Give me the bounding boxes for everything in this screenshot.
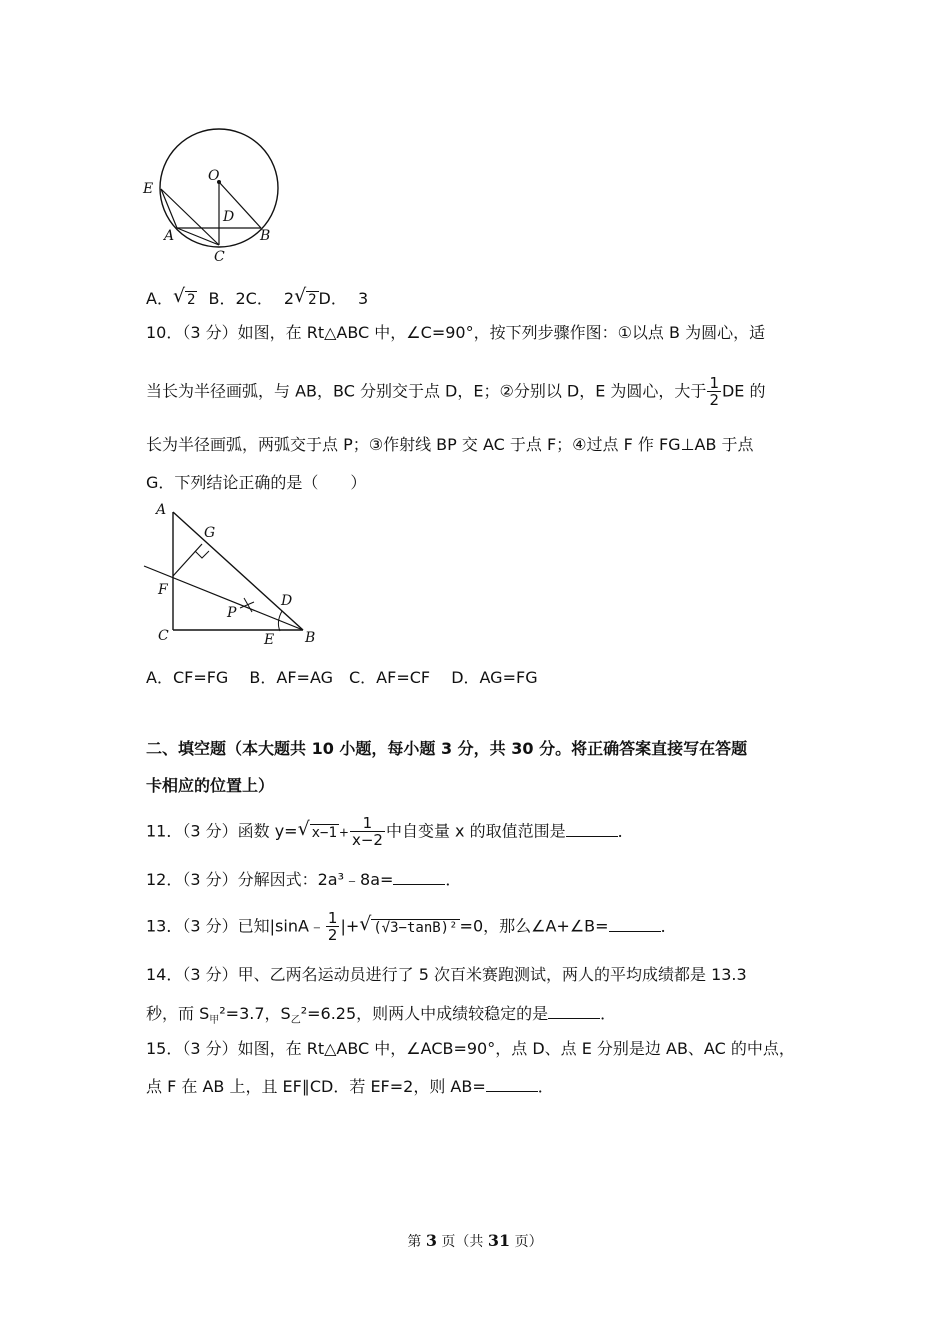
q11-fraction	[350, 816, 385, 848]
q9-option-a-sqrt	[175, 289, 197, 308]
side-ab	[173, 512, 303, 630]
q15-answer-blank[interactable]	[486, 1077, 538, 1092]
q10-triangle-figure	[140, 500, 330, 648]
section-2-heading-line-1: 二、填空题（本大题共 10 小题，每小题 3 分，共 30 分。将正确答案直接写在答题	[146, 739, 748, 758]
q10-line-2b: DE 的	[721, 381, 766, 401]
frac-denominator: x−2	[351, 831, 383, 849]
q13-fraction	[326, 911, 340, 943]
label-g: G	[204, 525, 216, 541]
q11-sqrt	[300, 822, 339, 841]
footer-page-number: 3	[425, 1231, 437, 1250]
frac-denominator: 2	[327, 926, 338, 944]
label-d: D	[281, 593, 293, 609]
q13-radicand: (√3−tanB)²	[373, 919, 458, 936]
q14-line-2-suffix: ²=6.25，则两人中成绩较稳定的是	[300, 1004, 549, 1023]
frac-numerator: 1	[350, 816, 385, 832]
q13-sqrt	[361, 917, 459, 936]
q9-options	[146, 286, 368, 309]
q13-end: ．	[660, 916, 677, 936]
label-d: D	[223, 209, 235, 225]
q15-line-2-text: 点 F 在 AB 上，且 EF∥CD．若 EF=2，则 AB=	[146, 1077, 486, 1096]
q9-option-c-coef: 2	[283, 289, 295, 308]
frac-denominator: 2	[709, 391, 719, 409]
q10-fraction-half	[707, 376, 721, 408]
q11-radicand: x−1	[311, 824, 337, 841]
q12	[146, 867, 461, 890]
q15-line-1: 15．（3 分）如图，在 Rt△ABC 中，∠ACB=90°，点 D、点 E 分别是边 AB、AC 的中点，	[146, 1039, 795, 1058]
q9-option-a-radicand: 2	[186, 292, 196, 308]
q10-line-3: 长为半径画弧，两弧交于点 P；③作射线 BP 交 AC 于点 F；④过点 F 作 FG⊥AB 于点	[146, 435, 754, 454]
segment-fg	[173, 544, 202, 576]
q11-prefix: 11．（3 分）函数 y=	[146, 821, 298, 841]
q14-mid: ²=3.7，S	[219, 1004, 291, 1023]
q9-option-d-label: D．	[318, 289, 347, 308]
q14-line-1: 14．（3 分）甲、乙两名运动员进行了 5 次百米赛跑测试，两人的平均成绩都是 13.3	[146, 965, 747, 984]
footer-prefix: 第	[407, 1234, 426, 1250]
q11-suffix: 中自变量 x 的取值范围是	[385, 821, 566, 841]
label-a: A	[156, 502, 167, 518]
label-a: A	[164, 228, 175, 244]
q10-line-4: G．下列结论正确的是（ ）	[146, 473, 367, 492]
q10-line-2a: 当长为半径画弧，与 AB，BC 分别交于点 D，E；②分别以 D，E 为圆心，大于	[146, 381, 707, 401]
q9-option-d-value: 3	[357, 289, 369, 308]
q14-end: ．	[600, 1004, 617, 1023]
q14-line-2-prefix: 秒，而 S	[146, 1004, 210, 1023]
footer-mid: 页（共	[436, 1234, 488, 1250]
q10-line-2	[146, 376, 766, 408]
footer-total-pages: 31	[487, 1231, 511, 1250]
q13-answer-blank[interactable]	[609, 917, 661, 932]
q14-answer-blank[interactable]	[548, 1004, 600, 1019]
frac-numerator: 1	[327, 909, 338, 927]
page-footer	[0, 1231, 950, 1251]
q13	[146, 911, 677, 943]
q9-option-b-label: B．2C．	[208, 289, 273, 308]
q14-sub-yi: 乙	[290, 1015, 301, 1027]
q11-answer-blank[interactable]	[566, 822, 618, 837]
q10-line-1: 10．（3 分）如图，在 Rt△ABC 中，∠C=90°，按下列步骤作图：①以点 B 为圆心，适	[146, 323, 766, 342]
q15-end: ．	[537, 1077, 554, 1096]
label-p: P	[227, 605, 237, 621]
ray-bp	[144, 566, 303, 630]
q11-plus: +	[338, 825, 349, 840]
q9-option-c-sqrt	[296, 289, 318, 308]
label-c: C	[158, 628, 169, 644]
q13-abs-open: |sinA﹣	[269, 916, 325, 936]
q11-end: ．	[617, 821, 634, 841]
q10-options: A．CF=FG B．AF=AG C．AF=CF D．AG=FG	[146, 668, 538, 687]
frac-numerator: 1	[709, 374, 719, 392]
q9-option-a-label: A．	[146, 289, 173, 308]
q14-sub-jia: 甲	[209, 1015, 220, 1027]
q9-option-c-radicand: 2	[308, 292, 317, 308]
label-b: B	[305, 630, 316, 646]
q9-circle-figure	[140, 118, 290, 266]
label-c: C	[214, 249, 225, 265]
section-2-heading-line-2: 卡相应的位置上）	[146, 776, 275, 795]
footer-suffix: 页）	[510, 1234, 543, 1250]
q12-text: 12．（3 分）分解因式：2a³﹣8a=	[146, 870, 394, 889]
right-angle-mark-g	[195, 551, 209, 558]
label-b: B	[260, 228, 271, 244]
q13-abs-close: |+	[340, 916, 360, 936]
q12-end: ．	[445, 870, 462, 889]
label-f: F	[158, 582, 168, 598]
q12-answer-blank[interactable]	[393, 870, 445, 885]
q13-suffix: =0，那么∠A+∠B=	[459, 916, 609, 936]
q13-prefix: 13．（3 分）已知	[146, 916, 270, 936]
label-e: E	[143, 181, 154, 197]
q15-line-2	[146, 1074, 554, 1097]
q14-line-2	[146, 1001, 616, 1026]
q11	[146, 816, 634, 848]
label-o: O	[208, 168, 220, 184]
label-e: E	[264, 632, 275, 648]
